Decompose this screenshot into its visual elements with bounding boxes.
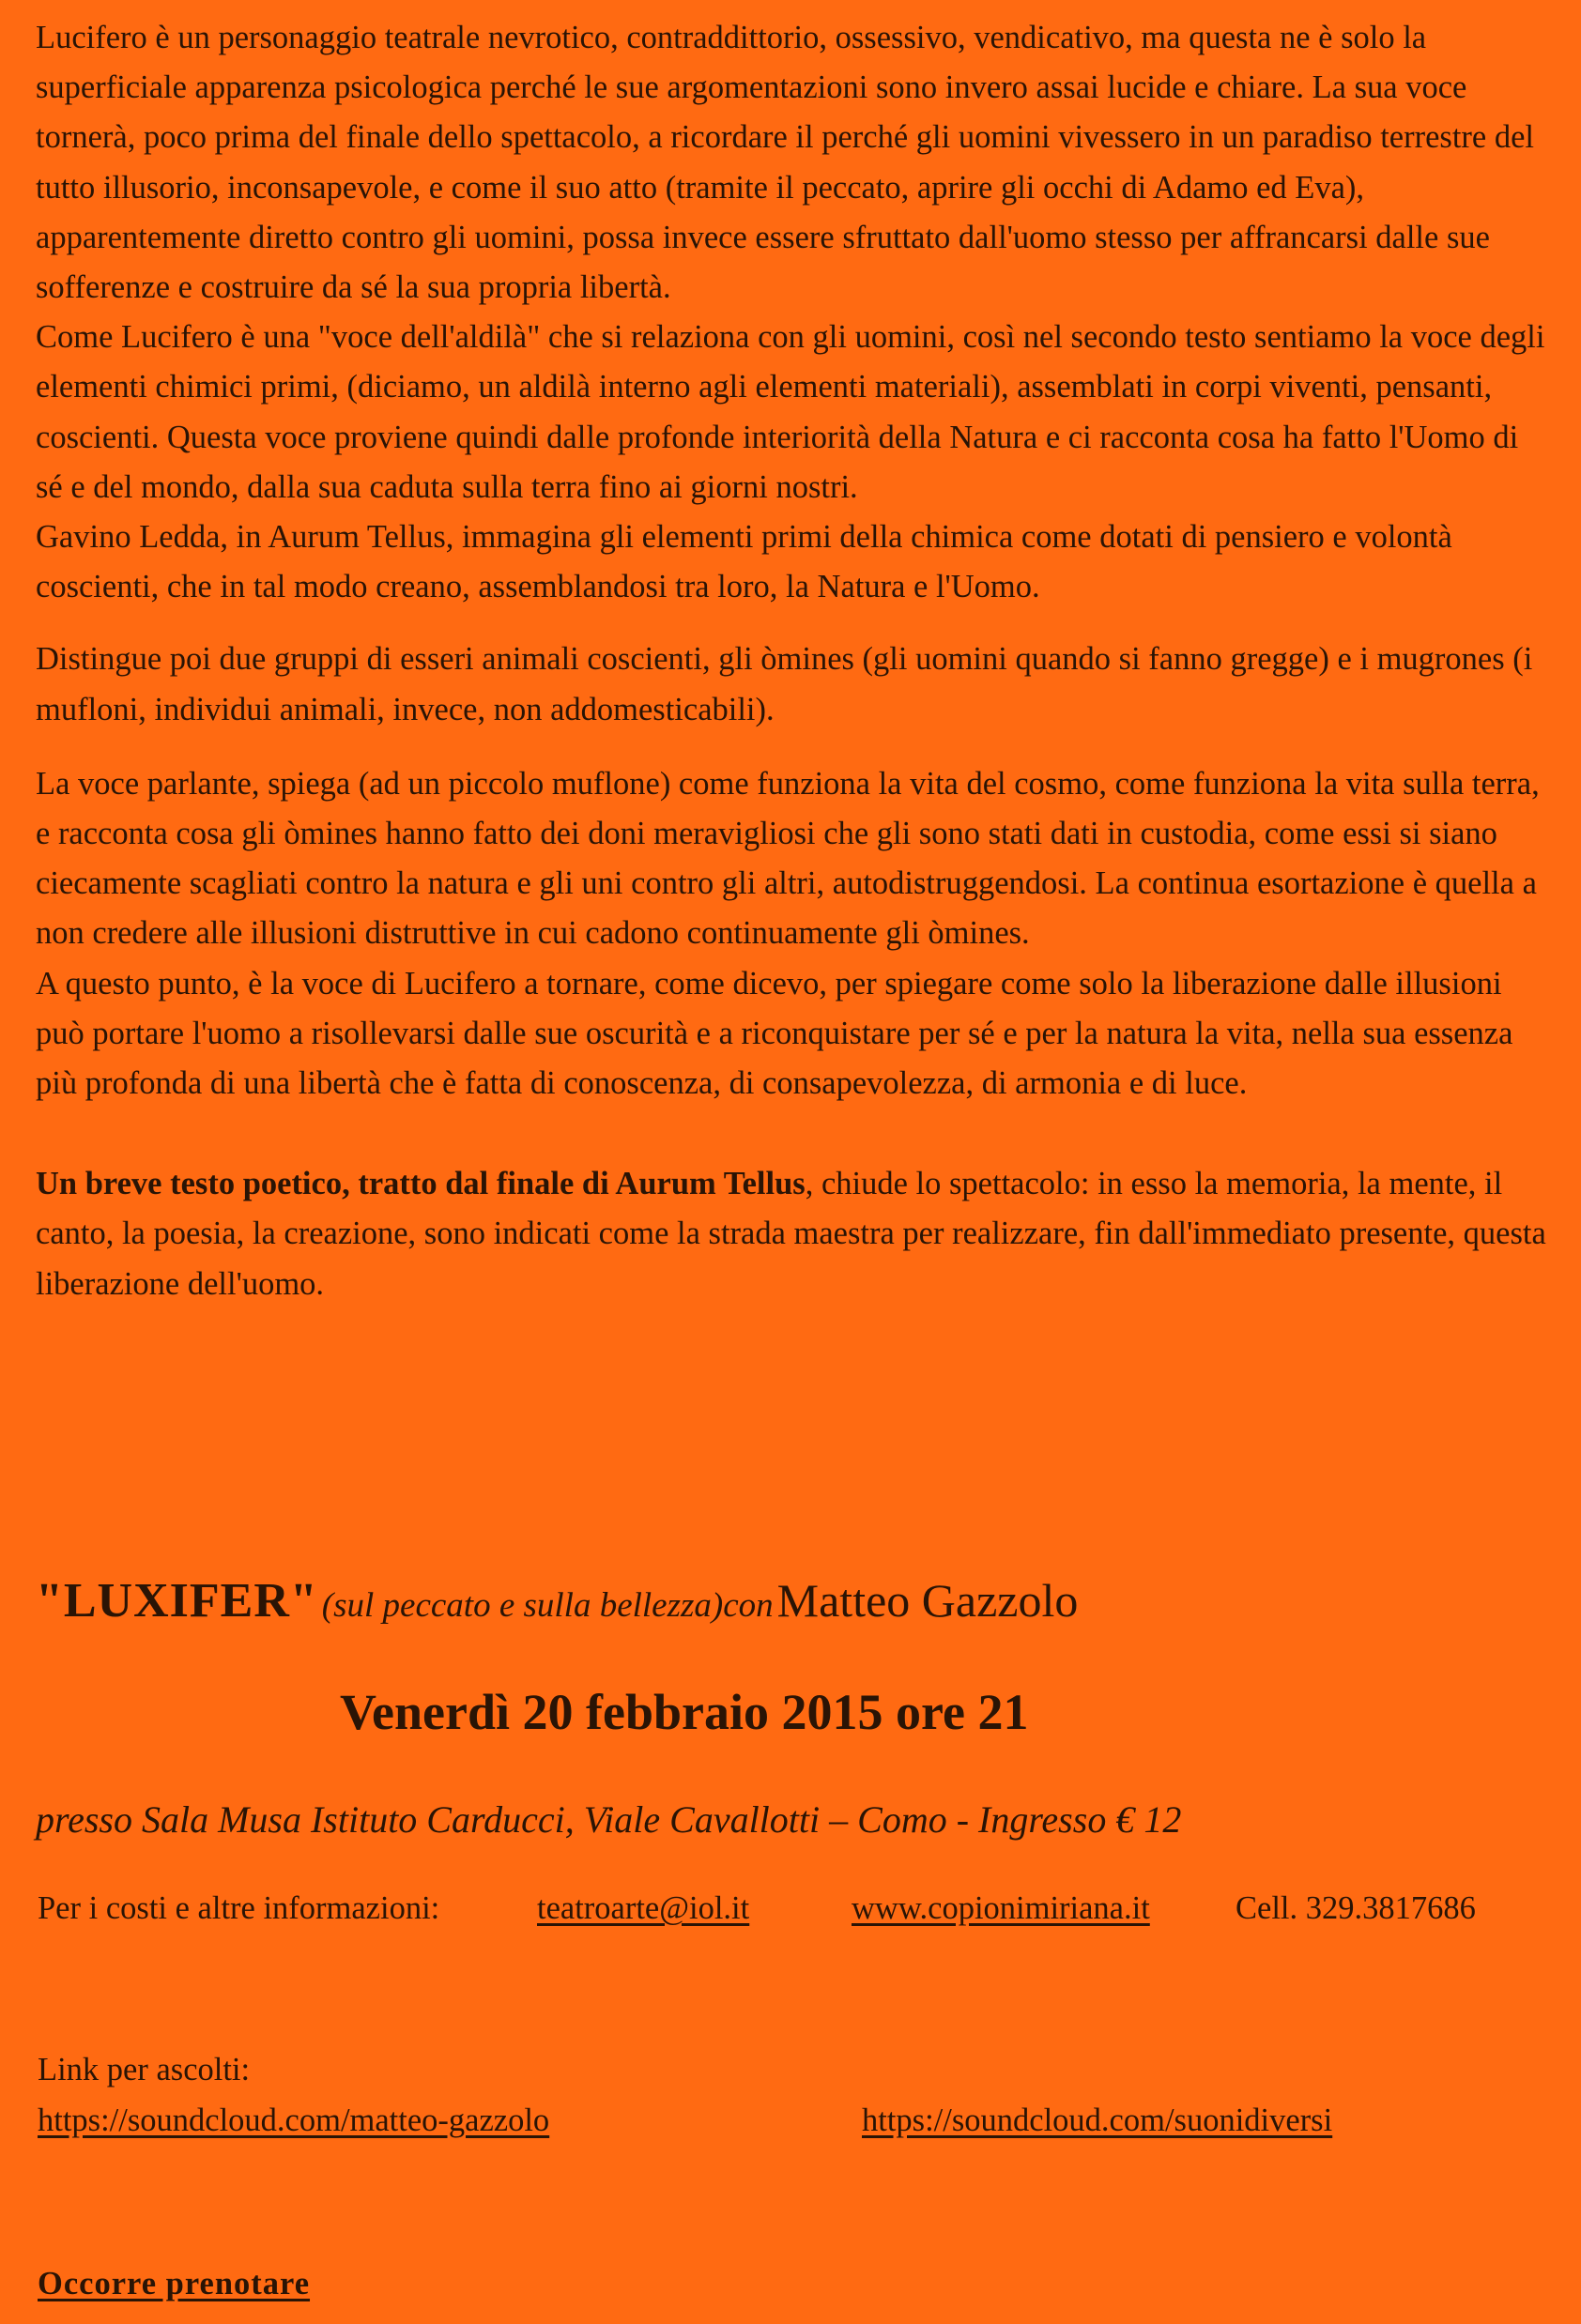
paragraph-gavino-ledda: Gavino Ledda, in Aurum Tellus, immagina gli elementi primi della chimica come dotati di pensiero e volontà coscienti, che in tal modo creano, assemblandosi tra loro, la Natura e l'Uomo. xyxy=(36,519,1452,605)
paragraph-closing xyxy=(36,1159,1547,1309)
paragraph-omines: Distingue poi due gruppi di esseri animali coscienti, gli òmines (gli uomini quando si fanno gregge) e i mugrones (i mufloni, individui animali, invece, non addomesticabili). xyxy=(36,641,1533,727)
contact-email-link[interactable]: teatroarte@iol.it xyxy=(537,1890,750,1926)
contact-website-link[interactable]: www.copionimiriana.it xyxy=(852,1890,1150,1926)
contact-label: Per i costi e altre informazioni: xyxy=(38,1890,440,1926)
paragraph-liberazione: A questo punto, è la voce di Lucifero a tornare, come dicevo, per spiegare come solo la liberazione dalle illusioni può portare l'uomo a risollevarsi dalle sue oscurità e a riconquistare per sé e per la natura la vita, nella sua essenza più profonda di una libertà che è fatta di conoscenza, di consapevolezza, di armonia e di luce. xyxy=(36,965,1513,1102)
event-subtitle: (sul peccato e sulla bellezza) xyxy=(321,1586,724,1625)
event-author: Matteo Gazzolo xyxy=(776,1574,1079,1627)
paragraph-voce-parlante: La voce parlante, spiega (ad un piccolo muflone) come funziona la vita del cosmo, come funziona la vita sulla terra, e racconta cosa gli òmines hanno fatto dei doni meravigliosi che gli sono stati dati in custodia, come essi si siano ciecamente scagliati contro la natura e gli uni contro gli altri, autodistruggendosi. La continua esortazione è quella a non credere alle illusioni distruttive in cui cadono continuamente gli òmines. xyxy=(36,765,1540,952)
event-venue: presso Sala Musa Istituto Carducci, Viale Cavallotti – Como - Ingresso € 12 xyxy=(36,1798,1182,1841)
closing-bold-lead: Un breve testo poetico, tratto dal finale di Aurum Tellus xyxy=(36,1166,806,1202)
links-label: Link per ascolti: xyxy=(38,2052,251,2087)
body-text xyxy=(36,13,1547,1309)
paragraph-voce-aldila: Come Lucifero è una "voce dell'aldilà" che si relaziona con gli uomini, così nel secondo testo sentiamo la voce degli elementi chimici primi, (diciamo, un aldilà interno agli elementi materiali), assemblati in corpi viventi, pensanti, coscienti. Questa voce proviene quindi dalle profonde interiorità della Natura e ci racconta cosa ha fatto l'Uomo di sé e del mondo, dalla sua caduta sulla terra fino ai giorni nostri. xyxy=(36,319,1545,505)
event-date: Venerdì 20 febbraio 2015 ore 21 xyxy=(340,1684,1029,1740)
contact-phone: Cell. 329.3817686 xyxy=(1236,1890,1476,1926)
soundcloud-matteo-link[interactable]: https://soundcloud.com/matteo-gazzolo xyxy=(38,2102,550,2138)
author-prefix: con xyxy=(723,1586,774,1625)
paragraph-lucifero: Lucifero è un personaggio teatrale nevrotico, contraddittorio, ossessivo, vendicativo, ma questa ne è solo la superficiale apparenza psicologica perché le sue argomentazioni sono invero assai lucide e chiare. La sua voce tornerà, poco prima del finale dello spettacolo, a ricordare il perché gli uomini vivessero in un paradiso terrestre del tutto illusorio, inconsapevole, e come il suo atto (tramite il peccato, aprire gli occhi di Adamo ed Eva), apparentemente diretto contro gli uomini, possa invece essere sfruttato dall'uomo stesso per affrancarsi dalle sue sofferenze e costruire da sé la sua propria libertà. xyxy=(36,20,1534,306)
event-title-line xyxy=(36,1573,1078,1628)
soundcloud-suonidiversi-link[interactable]: https://soundcloud.com/suonidiversi xyxy=(862,2102,1333,2138)
reservation-note: Occorre prenotare xyxy=(38,2266,311,2301)
closing-rest: , chiude lo spettacolo: in esso la memoria, la mente, il canto, la poesia, la creazione, sono indicati come la strada maestra per realizzare, fin dall'immediato presente, questa liberazione dell'uomo. xyxy=(36,1166,1546,1302)
event-title: "LUXIFER" xyxy=(36,1574,318,1628)
